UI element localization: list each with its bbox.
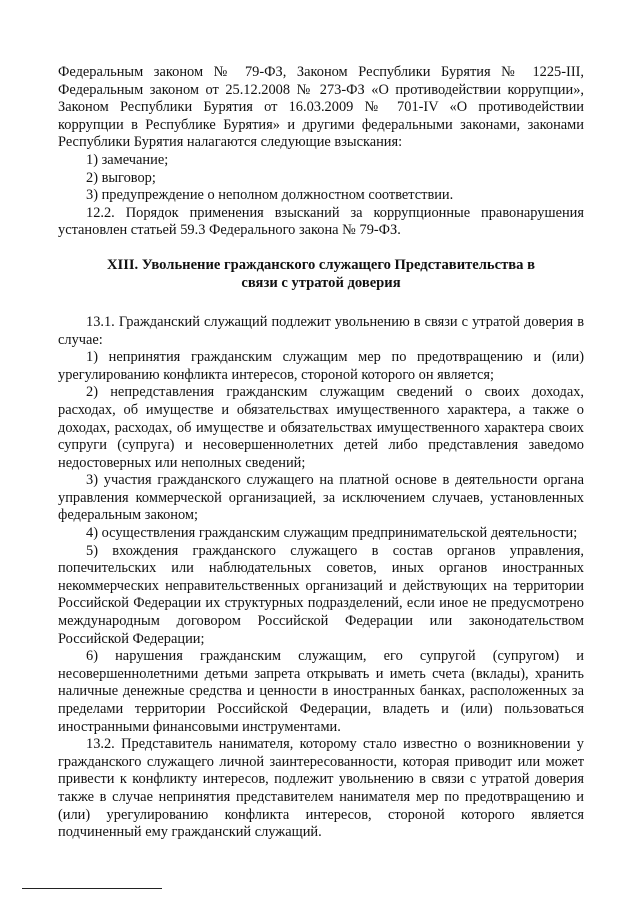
list-item-reprimand: 1) замечание; — [86, 151, 169, 168]
section-heading-xiii: XIII. Увольнение гражданского служащего Представительства в связи с утратой доверия — [106, 256, 536, 291]
list-item-case-5: 5) вхождения гражданского служащего в состав органов управления, попечительских или наблюдательных советов, иных органов иностранных некоммерческих неправительственных организаций и действующих на территории Российской Федерации их структурных подразделений, если иное не предусмотрено международным договором Российской Федерации или законодательством Российской Федерации; — [58, 542, 584, 647]
paragraph-13-2: 13.2. Представитель нанимателя, которому стало известно о возникновении у гражданского служащего личной заинтересованности, которая приводит или может привести к конфликту интересов, подлежит увольнению в связи с утратой доверия также в случае непринятия представителем нанимателя мер по предотвращению и (или) урегулированию конфликта интересов, стороной которого является подчиненный ему гражданский служащий. — [58, 736, 584, 841]
document-body — [58, 64, 584, 842]
paragraph-13-1: 13.1. Гражданский служащий подлежит увольнению в связи с утратой доверия в случае: — [58, 313, 584, 348]
list-item-case-3: 3) участия гражданского служащего на платной основе в деятельности органа управления коммерческой организацией, за исключением случаев, установленных федеральным законом; — [58, 472, 584, 524]
list-item-rebuke: 2) выговор; — [86, 169, 156, 186]
footnote-divider — [22, 888, 162, 889]
paragraph-12-2: 12.2. Порядок применения взысканий за коррупционные правонарушения установлен статьей 59.3 Федерального закона № 79-ФЗ. — [58, 204, 584, 239]
list-item-warning: 3) предупреждение о неполном должностном соответствии. — [86, 187, 454, 204]
list-item-case-1: 1) непринятия гражданским служащим мер по предотвращению и (или) урегулированию конфликта интересов, стороной которого он является; — [58, 349, 584, 383]
list-item-case-2: 2) непредставления гражданским служащим сведений о своих доходах, расходах, об имуществе и обязательствах имущественного характера, а также о доходах, расходах, об имуществе и обязательствах имущественного характера своих супруги (супруга) и несовершеннолетних детей либо представления заведомо недостоверных или неполных сведений; — [58, 384, 584, 471]
list-item-case-6: 6) нарушения гражданским служащим, его супругой (супругом) и несовершеннолетними детьми запрета открывать и иметь счета (вклады), хранить наличные денежные средства и ценности в иностранных банках, расположенных за пределами территории Российской Федерации, владеть и (или) пользоваться иностранными финансовыми инструментами. — [58, 648, 584, 735]
paragraph-sanctions-intro: Федеральным законом № 79-ФЗ, Законом Республики Бурятия № 1225-III, Федеральным законом от 25.12.2008 № 273-ФЗ «О противодействии коррупции», Законом Республики Бурятия от 16.03.2009 № 701-IV «О противодействии коррупции в Республике Бурятия» и другими федеральными законами, законами Республики Бурятия налагаются следующие взыскания: — [58, 64, 584, 151]
list-item-case-4: 4) осуществления гражданским служащим предпринимательской деятельности; — [86, 525, 578, 542]
